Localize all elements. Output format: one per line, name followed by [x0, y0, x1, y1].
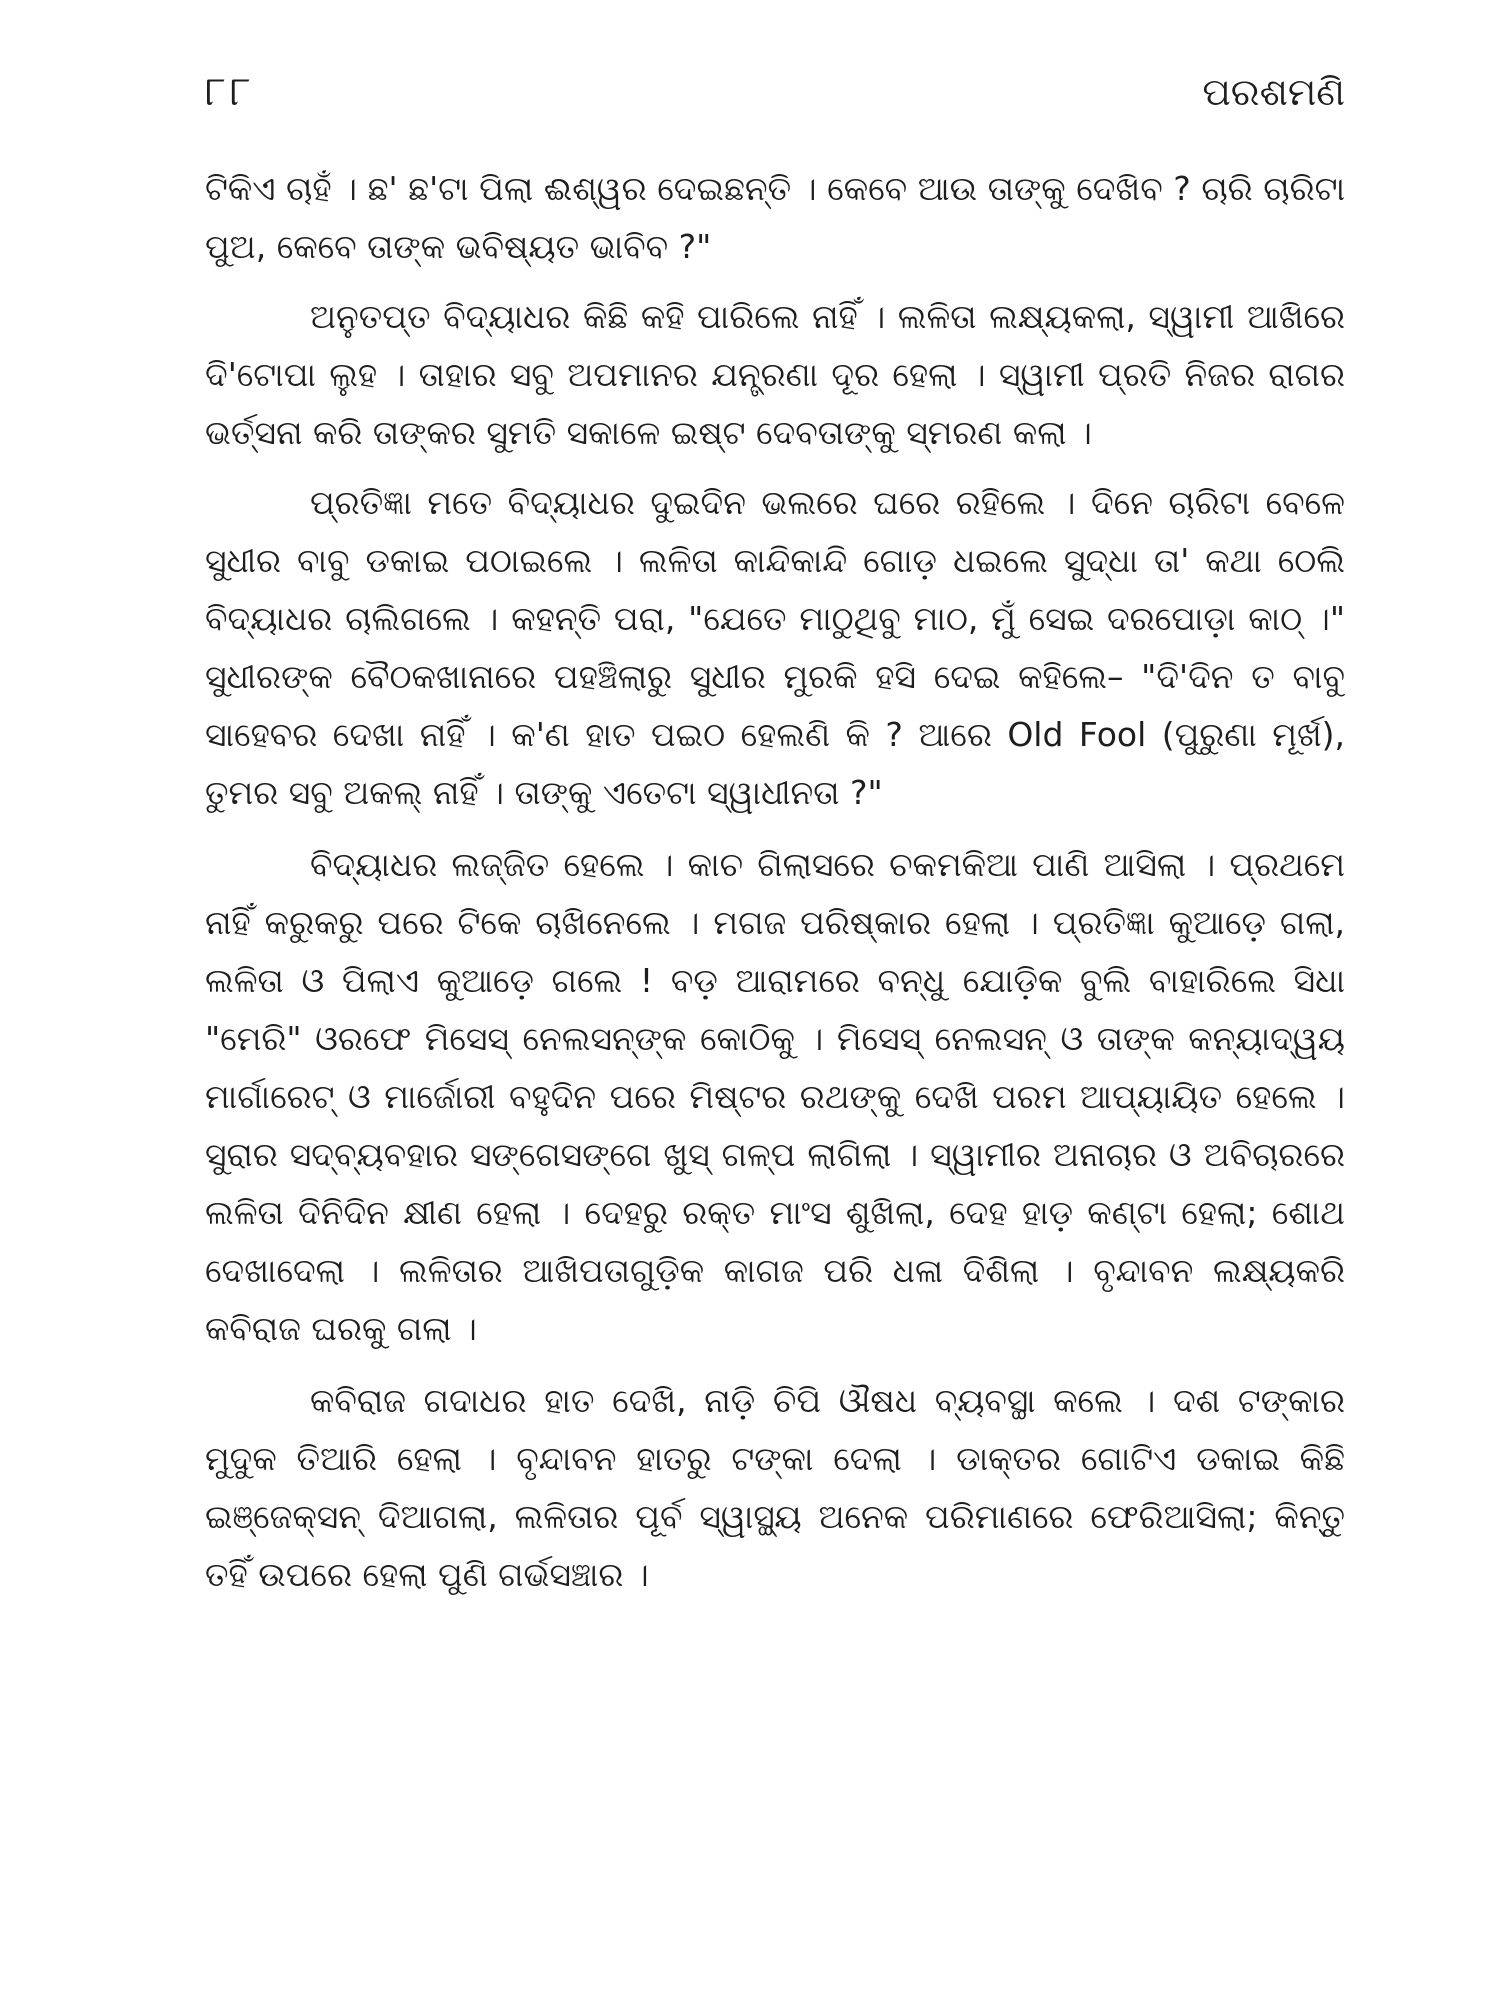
body-text: [205, 160, 1345, 1604]
paragraph-4: ବିଦ୍ୟାଧର ଲଜ୍ଜିତ ହେଲେ । କାଚ ଗିଲାସରେ ଚକମକିଆ ପାଣି ଆସିଲା । ପ୍ରଥମେ ନାହିଁ କରୁକରୁ ପରେ ଟିକେ ଚାଖିନେଲେ । ମଗଜ ପରିଷ୍କାର ହେଲା । ପ୍ରତିଜ୍ଞା କୁଆଡ଼େ ଗଲା, ଲଳିତା ଓ ପିଲାଏ କୁଆଡ଼େ ଗଲେ ! ବଡ଼ ଆରାମରେ ବନ୍ଧୁ ଯୋଡ଼ିକ ବୁଲି ବାହାରିଲେ ସିଧା "ମେରି" ଓରଫେ ମିସେସ୍ ନେଲସନ୍‌ଙ୍କ କୋଠିକୁ । ମିସେସ୍ ନେଲସନ୍ ଓ ତାଙ୍କ କନ୍ୟାଦ୍ୱୟ ମାର୍ଗାରେଟ୍ ଓ ମାର୍ଜୋରୀ ବହୁଦିନ ପରେ ମିଷ୍ଟର ରଥଙ୍କୁ ଦେଖି ପରମ ଆପ୍ୟାୟିତ ହେଲେ । ସୁରାର ସଦ୍‌ବ୍ୟବହାର ସଙ୍ଗେସଙ୍ଗେ ଖୁସ୍ ଗଳ୍ପ ଲାଗିଲା । ସ୍ୱାମୀର ଅନାଚାର ଓ ଅବିଚାରରେ ଲଳିତା ଦିନିଦିନ କ୍ଷୀଣ ହେଲା । ଦେହରୁ ରକ୍ତ ମାଂସ ଶୁଖିଲା, ଦେହ ହାଡ଼ କଣ୍ଟା ହେଲା; ଶୋଥ ଦେଖାଦେଲା । ଲଳିତାର ଆଖିପତାଗୁଡ଼ିକ କାଗଜ ପରି ଧଳା ଦିଶିଲା । ବୃନ୍ଦାବନ ଲକ୍ଷ୍ୟକରି କବିରାଜ ଘରକୁ ଗଲା ।: [205, 845, 1345, 1348]
page-header: [205, 62, 1345, 122]
running-title: ପରଶମଣି: [1202, 70, 1345, 114]
paragraph-1: ଟିକିଏ ଚାହଁ । ଛ' ଛ'ଟା ପିଲା ଈଶ୍ୱର ଦେଇଛନ୍ତି । କେବେ ଆଉ ତାଙ୍କୁ ଦେଖିବ ? ଚାରି ଚାରିଟା ପୁଅ, କେବେ ତାଙ୍କ ଭବିଷ୍ୟତ ଭାବିବ ?": [205, 169, 1345, 266]
paragraph-5: କବିରାଜ ଗଦାଧର ହାତ ଦେଖି, ନାଡ଼ି ଚିପି ଔଷଧ ବ୍ୟବସ୍ଥା କଲେ । ଦଶ ଟଙ୍କାର ମୁଦୁକ ତିଆରି ହେଲା । ବୃନ୍ଦାବନ ହାତରୁ ଟଙ୍କା ଦେଲା । ଡାକ୍ତର ଗୋଟିଏ ଡକାଇ କିଛି ଇଞ୍ଜେକ୍‌ସନ୍ ଦିଆଗଲା, ଲଳିତାର ପୂର୍ବ ସ୍ୱାସ୍ଥ୍ୟ ଅନେକ ପରିମାଣରେ ଫେରିଆସିଲା; କିନ୍ତୁ ତହିଁ ଉପରେ ହେଲା ପୁଣି ଗର୍ଭସଞ୍ଚାର ।: [205, 1381, 1345, 1594]
paragraph-2: ଅନୁତପ୍ତ ବିଦ୍ୟାଧର କିଛି କହି ପାରିଲେ ନାହିଁ । ଲଳିତା ଲକ୍ଷ୍ୟକଲା, ସ୍ୱାମୀ ଆଖିରେ ଦି'ଟୋପା ଲୁହ । ତାହାର ସବୁ ଅପମାନର ଯନ୍ତ୍ରଣା ଦୂର ହେଲା । ସ୍ୱାମୀ ପ୍ରତି ନିଜର ରାଗର ଭର୍ତ୍ସନା କରି ତାଙ୍କର ସୁମତି ସକାଳେ ଇଷ୍ଟ ଦେବତାଙ୍କୁ ସ୍ମରଣ କଲା ।: [205, 297, 1345, 452]
paragraph-3: ପ୍ରତିଜ୍ଞା ମତେ ବିଦ୍ୟାଧର ଦୁଇଦିନ ଭଲରେ ଘରେ ରହିଲେ । ଦିନେ ଚାରିଟା ବେଳେ ସୁଧୀର ବାବୁ ଡକାଇ ପଠାଇଲେ । ଲଳିତା କାନ୍ଦିକାନ୍ଦି ଗୋଡ଼ ଧଇଲେ ସୁଦ୍ଧା ତା' କଥା ଠେଲି ବିଦ୍ୟାଧର ଚାଲିଗଲେ । କହନ୍ତି ପରା, "ଯେତେ ମାଠୁଥିବୁ ମାଠ, ମୁଁ ସେଇ ଦରପୋଡ଼ା କାଠ୍ ।" ସୁଧୀରଙ୍କ ବୈଠକଖାନାରେ ପହଞ୍ଚିଲାରୁ ସୁଧୀର ମୁରକି ହସି ଦେଇ କହିଲେ– "ଦି'ଦିନ ତ ବାବୁ ସାହେବର ଦେଖା ନାହିଁ । କ'ଣ ହାତ ପଇଠ ହେଲଣି କି ? ଆରେ Old Fool (ପୁରୁଣା ମୂର୍ଖ), ତୁମର ସବୁ ଅକଲ୍ ନାହିଁ । ତାଙ୍କୁ ଏତେଟା ସ୍ୱାଧୀନତା ?": [205, 483, 1345, 812]
page-number: ୮୮: [205, 69, 255, 115]
